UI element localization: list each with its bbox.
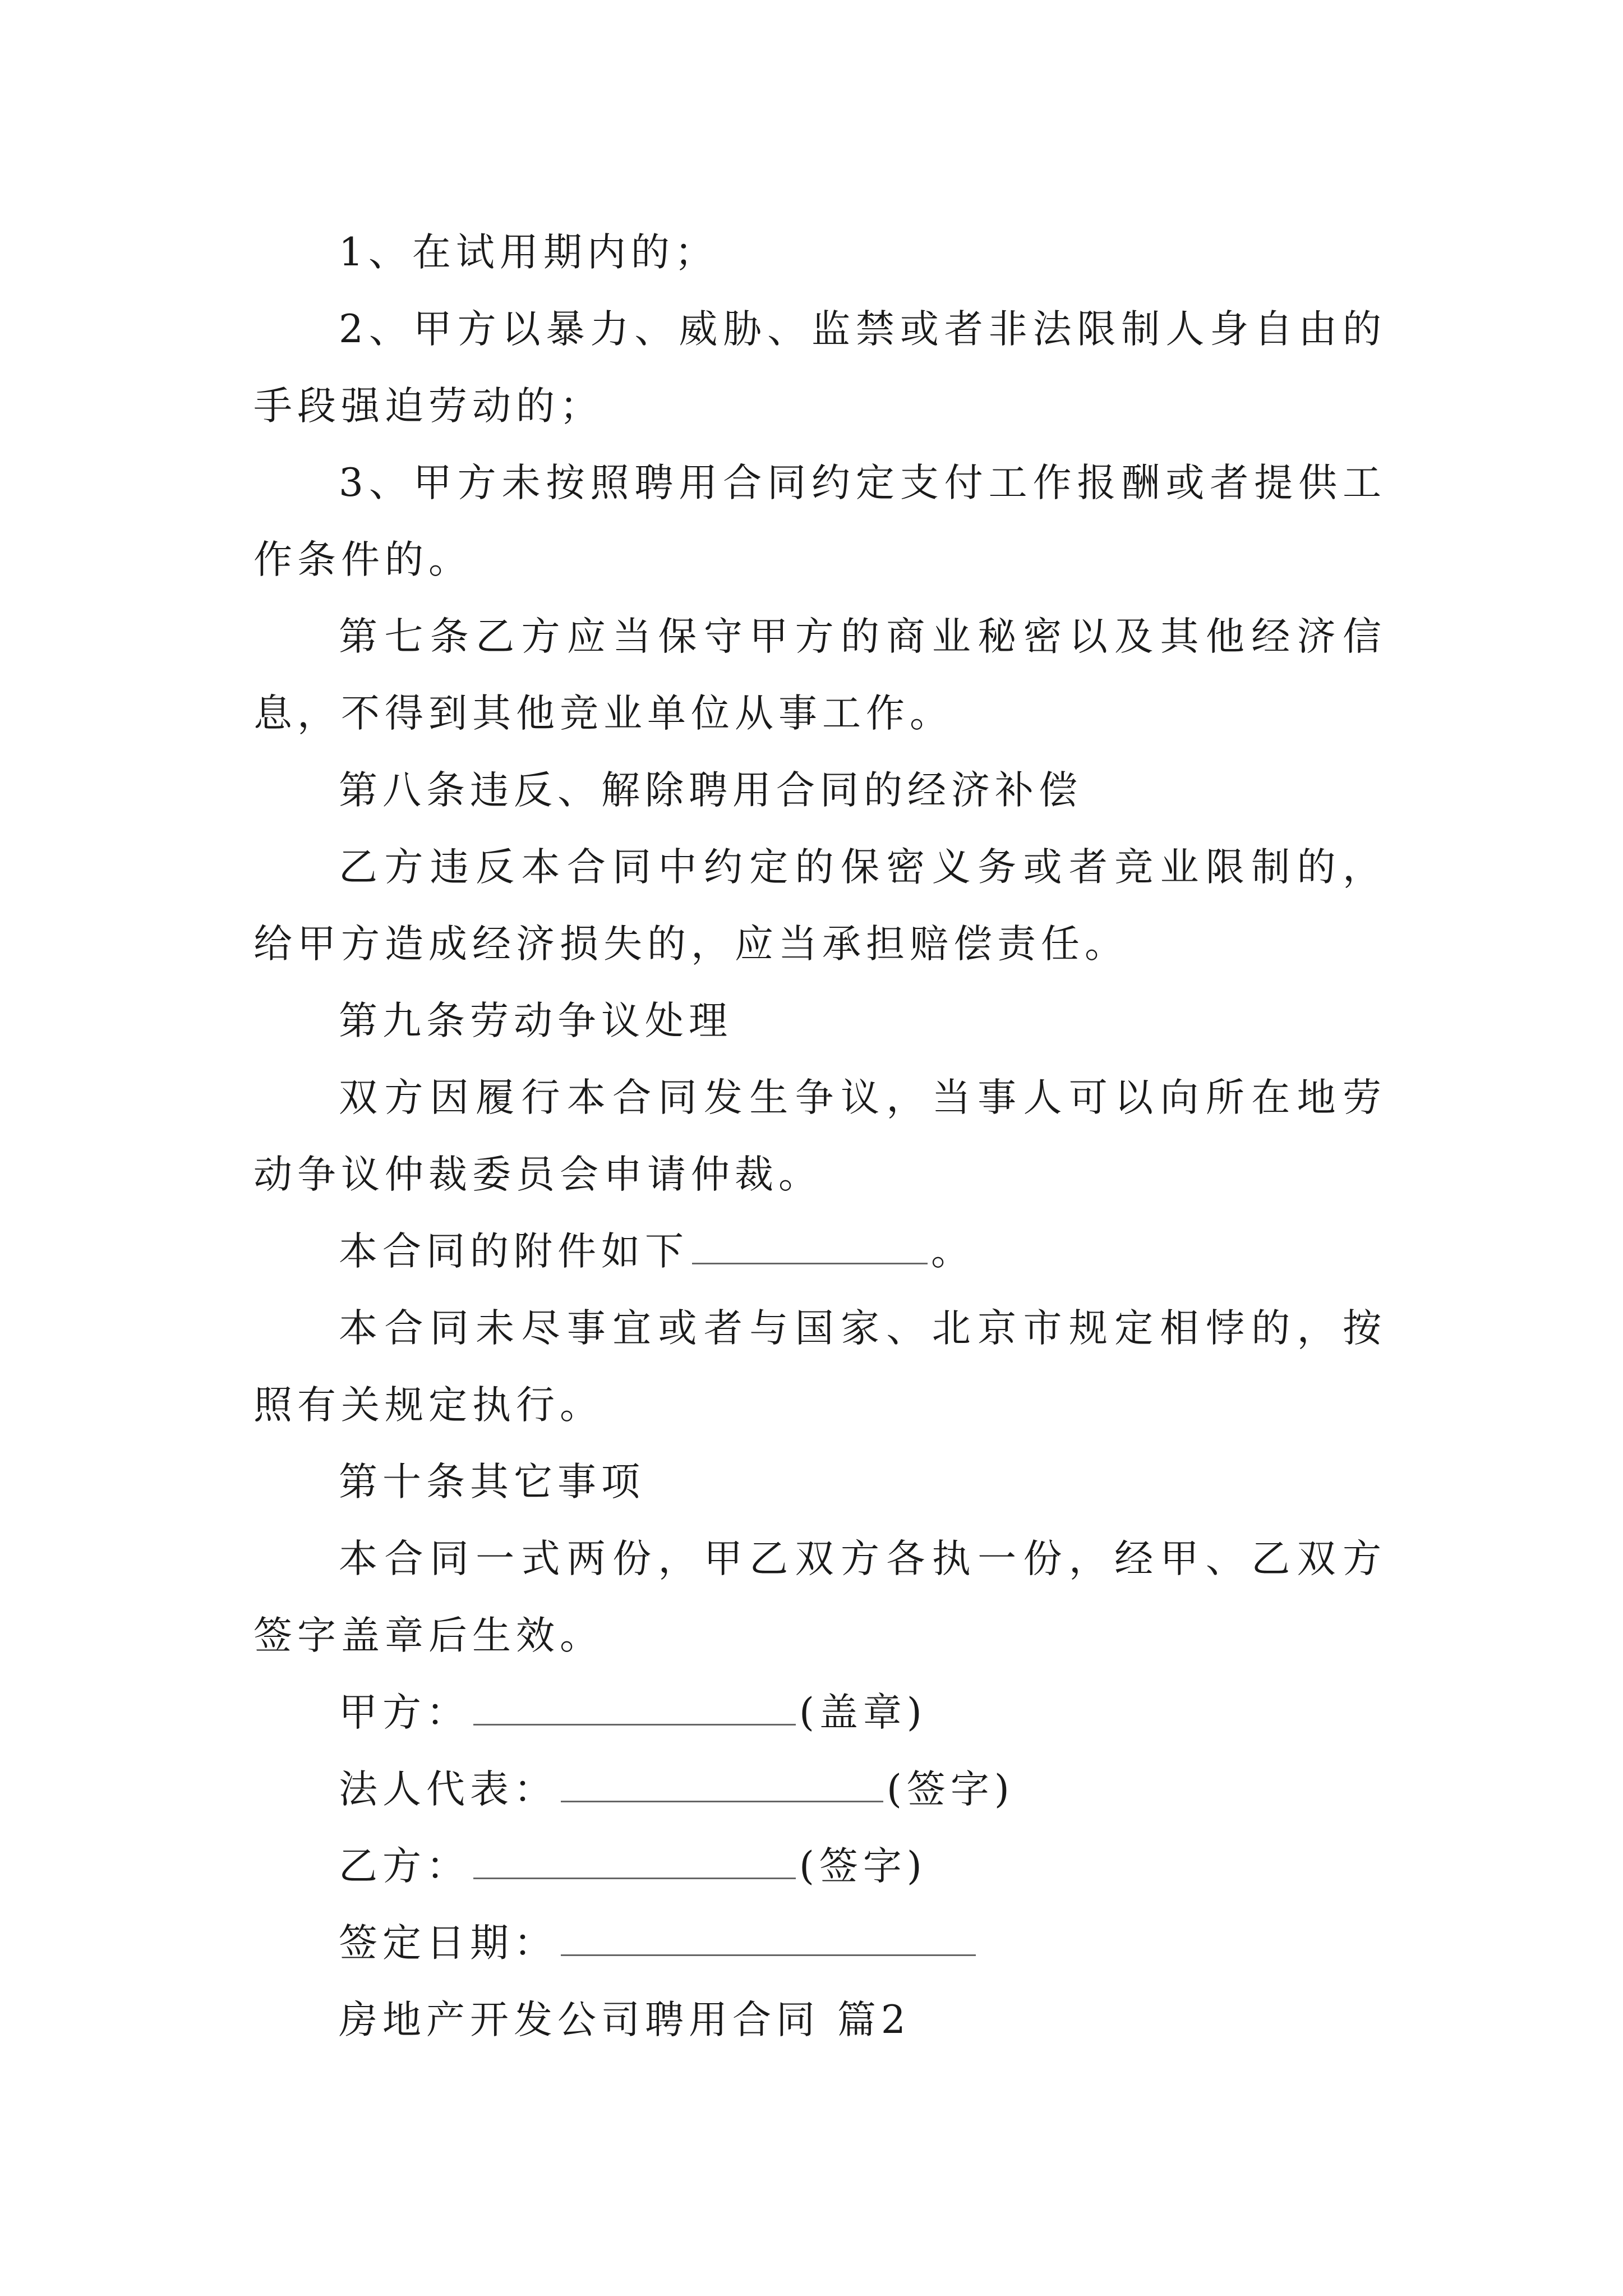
next-section-title: 房地产开发公司聘用合同 篇2 <box>339 1998 911 2042</box>
annex-line <box>253 1213 1386 1290</box>
article-9-heading: 第九条劳动争议处理 <box>339 999 732 1043</box>
document-body <box>253 214 1386 2059</box>
party-b-label: 乙方： <box>339 1844 470 1889</box>
legal-rep-suffix: (签字) <box>887 1767 1015 1812</box>
supplementary-clause: 本合同未尽事宜或者与国家、北京市规定相悖的，按照有关规定执行。 <box>253 1306 1386 1428</box>
party-a-blank <box>473 1695 796 1726</box>
annex-blank <box>692 1234 928 1264</box>
legal-rep-blank <box>561 1772 883 1802</box>
annex-text: 本合同的附件如下 <box>339 1229 689 1274</box>
clause-item-1: 1、在试用期内的； <box>339 230 718 275</box>
clause-item-3: 3、甲方未按照聘用合同约定支付工作报酬或者提供工作条件的。 <box>253 461 1386 582</box>
article-8-heading: 第八条违反、解除聘用合同的经济补偿 <box>339 768 1082 813</box>
article-8-body: 乙方违反本合同中约定的保密义务或者竞业限制的，给甲方造成经济损失的，应当承担赔偿责任。 <box>253 845 1386 967</box>
sign-date-blank <box>561 1925 976 1956</box>
signature-legal-rep <box>253 1751 1386 1828</box>
sign-date-label: 签定日期： <box>339 1921 557 1966</box>
party-a-suffix: (盖章) <box>799 1690 927 1735</box>
signature-party-a <box>253 1674 1386 1751</box>
article-9-body: 双方因履行本合同发生争议，当事人可以向所在地劳动争议仲裁委员会申请仲裁。 <box>253 1075 1386 1197</box>
party-b-suffix: (签字) <box>799 1844 927 1889</box>
article-7: 第七条乙方应当保守甲方的商业秘密以及其他经济信息，不得到其他竞业单位从事工作。 <box>253 614 1386 736</box>
party-a-label: 甲方： <box>339 1690 470 1735</box>
party-b-blank <box>473 1848 796 1879</box>
signature-date <box>253 1905 1386 1982</box>
article-10-heading: 第十条其它事项 <box>339 1460 645 1504</box>
annex-period: 。 <box>931 1229 975 1274</box>
article-10-body: 本合同一式两份，甲乙双方各执一份，经甲、乙双方签字盖章后生效。 <box>253 1536 1386 1658</box>
legal-rep-label: 法人代表： <box>339 1767 557 1812</box>
clause-item-2: 2、甲方以暴力、威胁、监禁或者非法限制人身自由的手段强迫劳动的； <box>253 307 1386 429</box>
signature-party-b <box>253 1828 1386 1905</box>
